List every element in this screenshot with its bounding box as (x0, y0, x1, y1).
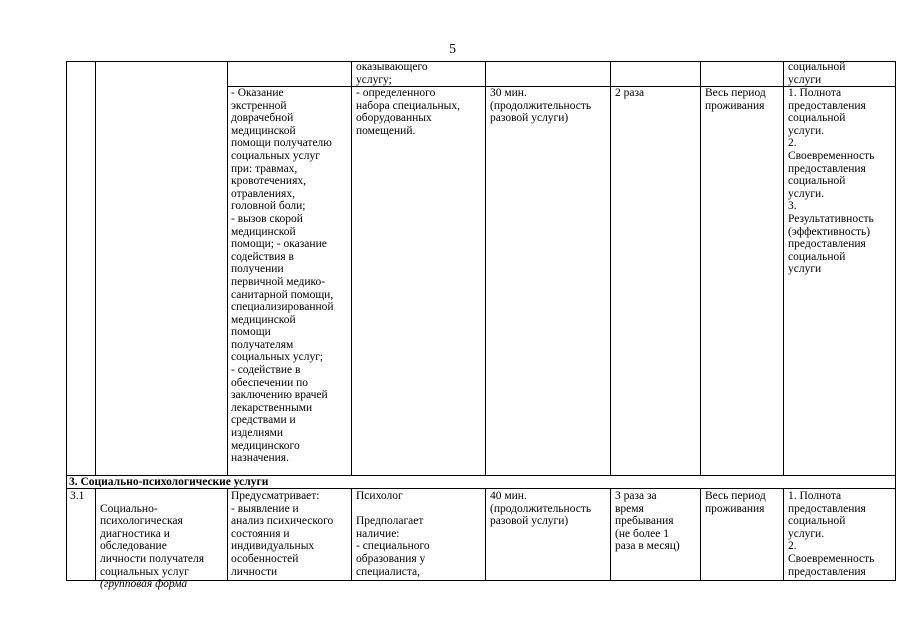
col-line-5 (610, 61, 611, 475)
col-line-1 (95, 61, 96, 475)
service-name-text: Социально- психологическая диагностика и обследование личности получателя социальных услуг (100, 502, 205, 578)
cell-conditions-continued: оказывающего услугу; (356, 61, 428, 86)
col-line-3b (351, 488, 352, 580)
col-line-0b (66, 488, 67, 580)
service-frequency: 3 раза за время пребывания (не более 1 раза в месяц) (615, 490, 680, 553)
service-period: Весь период проживания (705, 490, 766, 515)
col-line-8b (895, 488, 896, 580)
service-conditions: Психолог Предполагает наличие: - специального образования у специалиста, (356, 490, 430, 578)
page-number: 5 (449, 42, 456, 57)
col-line-3 (351, 61, 352, 475)
col-line-7 (783, 61, 784, 475)
section-heading: 3. Социально-психологические услуги (69, 476, 269, 488)
col-line-2 (227, 61, 228, 475)
cell-period: Весь период проживания (705, 87, 766, 112)
service-name-italic: (групповая форма (100, 578, 188, 591)
col-line-6 (700, 61, 701, 475)
col-line-1b (95, 488, 96, 580)
cell-service-description: - Оказание экстренной доврачебной медицинской помощи получателю социальных услуг при: травмах, кровотечениях, отравлениях, головной боли; - вызов скорой медицинской помощи; - оказание содействия в получении первичной медико- санитарной помощи, специализированной медицинской помощи получателям социальных услуг; - содействие в обеспечении по заключению врачей лекарственными средствами и изделиями медицинского назначения. (231, 87, 334, 465)
cell-quality-criteria: 1. Полнота предоставления социальной услуги. 2. Своевременность предоставления социальной услуги. 3. Результативность (эффективность) предоставления социальной услуги (788, 87, 875, 276)
service-quality-criteria: 1. Полнота предоставления социальной услуги. 2. Своевременность предоставления (788, 490, 875, 578)
service-description: Предусматривает: - выявление и анализ психического состояния и индивидуальных особенностей личности (231, 490, 334, 578)
section-right-border (895, 475, 896, 488)
cell-duration: 30 мин. (продолжительность разовой услуги) (490, 87, 592, 125)
col-line-8 (895, 61, 896, 475)
table-border-top (66, 61, 896, 62)
col-line-0 (66, 61, 67, 475)
col-line-2b (227, 488, 228, 580)
col-line-6b (700, 488, 701, 580)
col-line-7b (783, 488, 784, 580)
cell-frequency: 2 раза (615, 87, 645, 99)
service-duration: 40 мин. (продолжительность разовой услуги) (490, 490, 592, 528)
col-line-4b (485, 488, 486, 580)
col-line-5b (610, 488, 611, 580)
cell-conditions: - определенного набора специальных, оборудованных помещений. (356, 87, 460, 137)
col-line-4 (485, 61, 486, 475)
service-name (100, 490, 204, 591)
section-left-border (66, 475, 67, 488)
cell-criteria-continued: социальной услуги (788, 61, 846, 86)
row-number: 3.1 (70, 490, 85, 502)
